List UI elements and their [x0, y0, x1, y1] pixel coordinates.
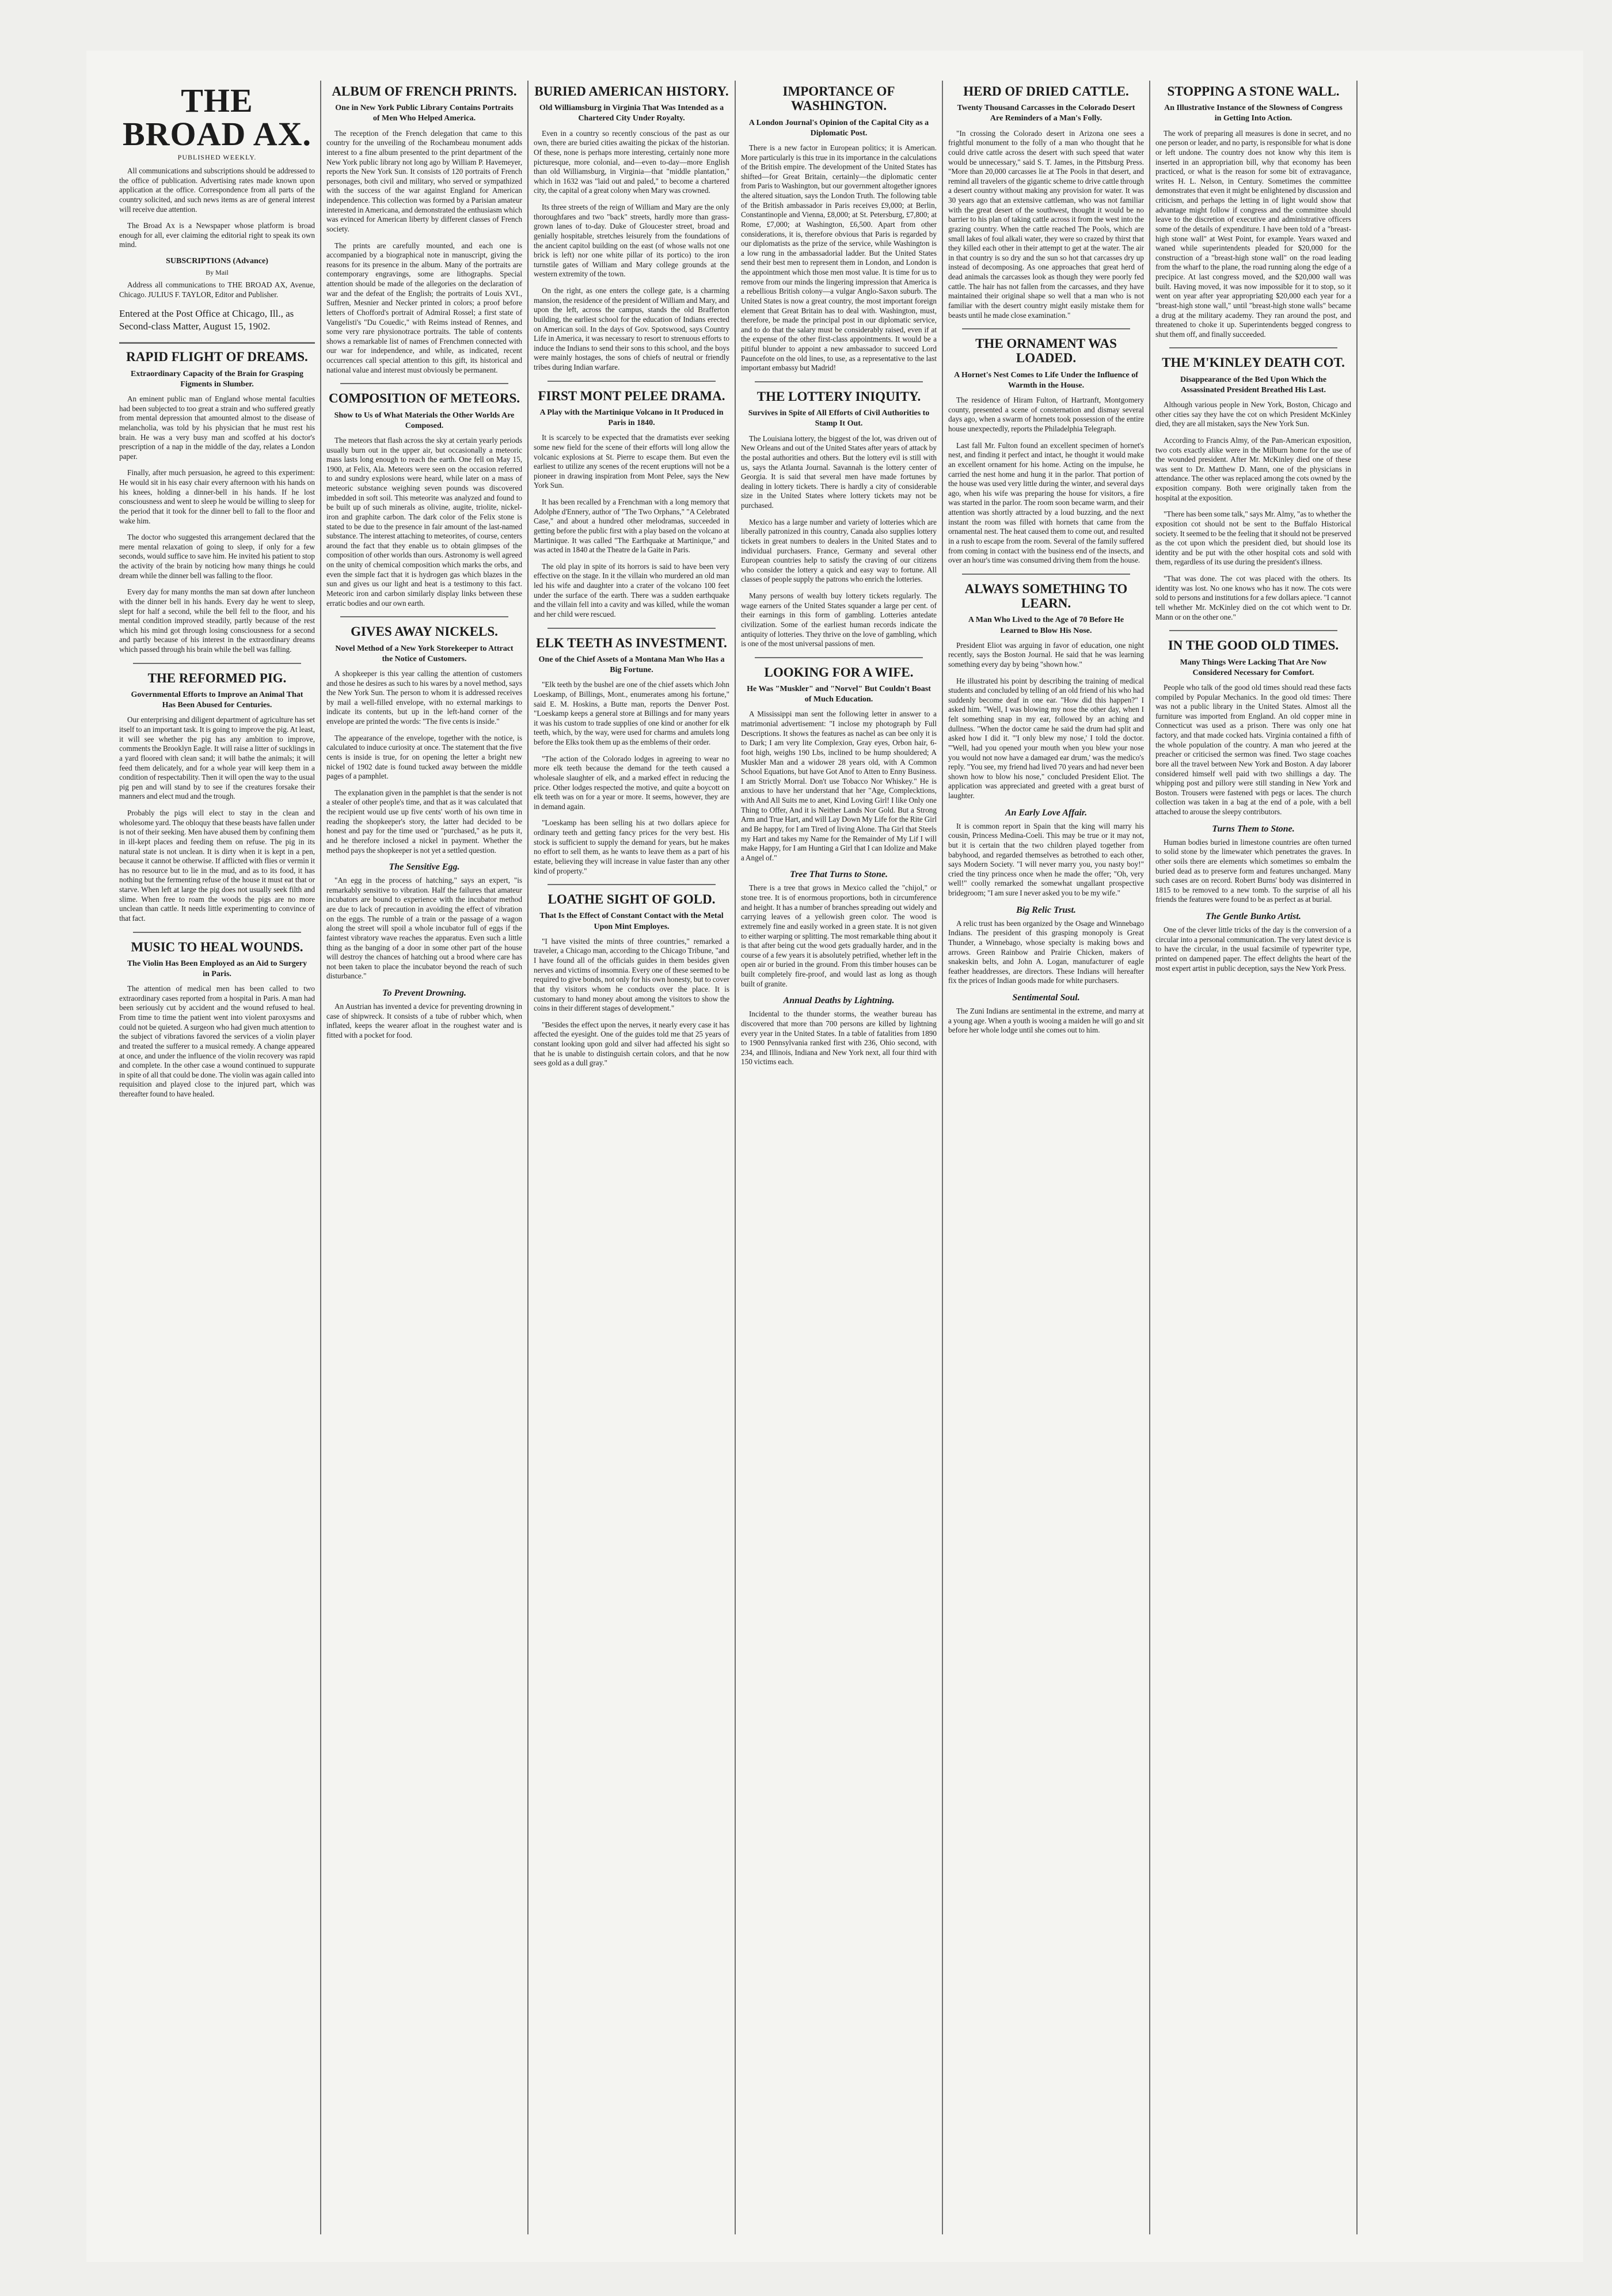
- headline-lottery: THE LOTTERY INIQUITY.: [756, 389, 921, 404]
- headline-cot: THE M'KINLEY DEATH COT.: [1162, 355, 1345, 370]
- headline-cattle: HERD OF DRIED CATTLE.: [963, 84, 1129, 98]
- column-rule: [755, 657, 923, 658]
- subhead-lightning: Annual Deaths by Lightning.: [783, 996, 895, 1006]
- deck-learn: A Man Who Lived to the Age of 70 Before He Learned to Blow His Nose.: [968, 616, 1124, 635]
- column-5: [943, 81, 1150, 2234]
- article-text: The attention of medical men has been called to two extraordinary cases reported from a hospital in Paris. A man had been seriously cut by accident and the wound refused to heal. From time to time the patient went into violent paroxysms and could not be quieted. A surgeon who had given much attention to the subject of vibrations favored the services of a violin player and treated the sufferer to a musical remedy. A change appeared at once, and under the influence of the violin recovery was rapid and complete. In the other case a wound continued to suppurate in spite of all that could be done. The violin was again called into requisition and played close to the injured part, which was thereafter found to have healed.: [119, 984, 315, 1099]
- article-text: Its three streets of the reign of William and Mary are the only thoroughfares and two "back" streets, hardly more than grass-grown lanes of to-day. Duke of Gloucester street, broad and genially hospitable, stretches leisurely from the foundations of the ancient capitol building on the east (of whose walls not one brick is left) nor one white pillar of its portico) to the iron turnstile gates of William and Mary college grounds at the western extremity of the town.: [534, 203, 729, 279]
- article-text: The old play in spite of its horrors is said to have been very effective on the stage. In it the villain who murdered an old man led his wife and daughter into a crater of the volcano 100 feet under the surface of the earth. There was a sudden earthquake and the villain fell into a cavity and was killed, while the woman and her child were rescued.: [534, 561, 729, 618]
- column-2: [321, 81, 529, 2234]
- deck-lottery: Survives in Spite of All Efforts of Civil Authorities to Stamp It Out.: [748, 409, 930, 428]
- deck-cattle: Twenty Thousand Carcasses in the Colorado Desert Are Reminders of a Man's Folly.: [957, 104, 1135, 123]
- column-rule: [133, 932, 301, 933]
- article-text: The meteors that flash across the sky at certain yearly periods usually burn out in the upper air, but occasionally a meteoric mass lasts long enough to reach the earth. One fell on May 15, 1900, at Felix, Ala. Meteors were seen on the occasion referred to and sundry explosions were heard, while later on a mass of meteoric substance weighing seven pounds was discovered imbedded in soft soil. This meteorite was analyzed and found to be built up of such minerals as olivine, augite, triolite, nickel-iron and graphite carbon. The dark color of the Felix stone is stated to be due to the presence in fair amount of the last-named substance. The interest attaching to meteorites, of course, centers around the fact that they enable us to obtain glimpses of the composition of other worlds than ours. Astronomy is well agreed on the unity of chemical composition which marks the orbs, and even the simple fact that it is hydrogen gas which blazes in the sun and gives us our light and heat is a testimony to this fact. Meteoric iron and carbon similarly display links between these erratic bodies and our own earth.: [326, 435, 522, 608]
- article-text: The work of preparing all measures is done in secret, and no one person or leader, and no party, is responsible for what is done or left undone. The country does not know why this item is inserted in an appropriation bill, why that economy has been practiced, or what is the reason for some bit of extravagance, writes H. L. Nelson, in Century. Sometimes the committee demonstrates that even it might be enlightened by discussion and criticism, and perhaps the letting in of light would show that advantage might follow if congress and the committee should leave to the discretion of executive and administrative officers some of the details of expenditure. I have been told of a "breast-high stone wall" at West Point, for example. Years waxed and waned while superintendents pleaded for $20,000 for the construction of a "breast-high stone wall" on the road leading from the wharf to the plane, the road running along the edge of a precipice. At last congress moved, and the $20,000 wall was built. Having moved, it was now impossible for it to stop, so it went on year after year appropriating $20,000 each year for a "breast-high stone wall," until "breast-high stone walls" became a drug at the military academy. They ran around the post, and threatened to choke it up. Superintendents begged congress to shut them off, and finally succeeded.: [1155, 128, 1351, 339]
- masthead-address: Address all communications to THE BROAD AX, Avenue, Chicago. JULIUS F. TAYLOR, Editor and Publisher.: [119, 280, 315, 299]
- column-rule: [119, 342, 315, 344]
- deck-meteors: Show to Us of What Materials the Other Worlds Are Composed.: [334, 411, 515, 430]
- article-text: Our enterprising and diligent department of agriculture has set itself to an important task. It is going to improve the pig. At least, it will see whether the pig has any ambition to improve, comments the Brooklyn Eagle. It will raise a litter of sucklings in a yard floored with clean sand; it will bathe the animals; it will feed them delicately, and for a whole year will keep them in a condition of respectability. Then it will open the way to the usual pig pen and will stand by to see if the creatures forsake their manners and elect mud and the trough.: [119, 715, 315, 801]
- article-text: Every day for many months the man sat down after luncheon with the dinner bell in his hands. Every day he went to sleep, slept for half a second, while the bell fell to the floor, and his mental condition improved steadily, partly because of the rest which his mind got through losing consciousness for a second and partly because of his interest in the extraordinary dreams which passed through his brain while the bell was falling.: [119, 587, 315, 654]
- deck-washington: A London Journal's Opinion of the Capital City as a Diplomatic Post.: [748, 118, 929, 138]
- article-text: A shopkeeper is this year calling the attention of customers and those he desires as such to his wares by a novel method, says the New York Sun. The person to whom it is addressed receives by mail a well-filled envelope, with no external markings to indicate its contents, but up in the left-hand corner of the envelope are printed the words: "The five cents is inside.": [326, 669, 522, 726]
- column-rule: [548, 884, 716, 885]
- headline-dreams: RAPID FLIGHT OF DREAMS.: [126, 350, 308, 365]
- headline-elk: ELK TEETH AS INVESTMENT.: [536, 635, 727, 650]
- headline-prints: ALBUM OF FRENCH PRINTS.: [332, 84, 517, 98]
- subhead-prevent-drowning: To Prevent Drowning.: [382, 988, 466, 999]
- article-text: Finally, after much persuasion, he agreed to this experiment: He would sit in his easy chair every afternoon with his hands on his knees, holding a dinner-bell in his hands. If he lost consciousness and went to sleep he would be willing to sleep for the period that it took for the dinner bell to fall to the floor and wake him.: [119, 468, 315, 525]
- deck-wife: He Was "Muskler" and "Norvel" But Couldn't Boast of Much Education.: [747, 685, 931, 704]
- article-text: He illustrated his point by describing the training of medical students and concluded by telling of an old friend of his who had suddenly become deaf in one ear. "How did this happen?" I asked him. "Well, I was blowing my nose the other day, when I felt something snap in my ear, followed by an aching and dullness. "When the doctor came he said the drum had split and asked how I did it. "'I only blew my nose,' I told the doctor. "'Well, had you opened your mouth when you blew your nose you would not now have a damaged ear drum,' was the medico's reply. "You see, my friend had lived 70 years and had never been shown how to blow his nose," concluded President Eliot. The application was appreciated and greeted with a great burst of laughter.: [948, 676, 1144, 800]
- article-text: A relic trust has been organized by the Osage and Winnebago Indians. The president of this grasping monopoly is Great Thunder, a Winnebago, whose specialty is making bows and arrows. Green Rainbow and Prairie Chicken, makers of snakeskin belts, and John A. Logan, manufacturer of eagle feather headdresses, are directors. These Indians will hereafter fix the prices of Indian goods made for white purchasers.: [948, 919, 1144, 985]
- article-text: It is common report in Spain that the king will marry his cousin, Princess Medina-Coeli. This may be true or it may not, but it is certain that the two children played together from babyhood, and regarded themselves as betrothed to each other, says Modern Society. "I will never marry you, you nasty boy!" cried the tiny princess once when he made the offer; "Oh, very well!" coolly remarked the somewhat ungallant prospective bridegroom; "I am sure I never asked you to be my wife.": [948, 821, 1144, 898]
- article-text: On the right, as one enters the college gate, is a charming mansion, the residence of the president of William and Mary, and upon the left, across the campus, stands the old Brafferton building, the earliest school for the education of Indians erected on American soil. In the days of Gov. Spotswood, says Country Life in America, it was necessary to resort to strenuous efforts to induce the Indians to send their sons to this school, and the boys were mainly hostages, the sons of chiefs of neutral or friendly tribes during Indian warfare.: [534, 286, 729, 372]
- masthead-entered: Entered at the Post Office at Chicago, Ill., as Second-class Matter, August 15, 1902.: [119, 308, 294, 332]
- article-text: People who talk of the good old times should read these facts compiled by Popular Mechanics. In the good old times: There was not a public library in the United States. Almost all the furniture was imported from England. An old copper mine in Connecticut was used as a prison. There was only one hat factory, and that made cocked hats. Virginia contained a fifth of the whole population of the country. A man who jeered at the preacher or criticised the sermon was fined. Two stage coaches bore all the travel between New York and Boston. A day laborer considered himself well paid with two shillings a day. The whipping post and pillory were still standing in New York and Boston. Trousers were fastened with pegs or laces. The church collection was taken in a bag at the end of a pole, with a bell attached to arouse the sleepy contributors.: [1155, 682, 1351, 817]
- deck-elk: One of the Chief Assets of a Montana Man Who Has a Big Fortune.: [538, 655, 725, 675]
- column-rule: [548, 628, 716, 629]
- article-text: President Eliot was arguing in favor of education, one night recently, says the Boston Journal. He said that he was learning something every day by being "shown how.": [948, 640, 1144, 669]
- article-text: Many persons of wealth buy lottery tickets regularly. The wage earners of the United States squander a large per cent. of their earnings in this form of gambling. Lotteries antedate civilization. Some of the earliest human records indicate the antiquity of lotteries. They thrive on the love of gambling, which is one of the most universal passions of men.: [741, 591, 937, 648]
- column-rule: [340, 616, 508, 617]
- article-text: According to Francis Almy, of the Pan-American exposition, two cots exactly alike were in the Milburn home for the use of the wounded president. After Mr. McKinley died one of these was sent to Dr. Matthew D. Mann, one of the physicians in attendance. The other was replaced among the cots owned by the exposition company. Both were originally taken from the hospital at the exposition.: [1155, 435, 1351, 502]
- subhead-love-affair: An Early Love Affair.: [1005, 807, 1088, 818]
- headline-wife: LOOKING FOR A WIFE.: [764, 665, 914, 680]
- article-text: The appearance of the envelope, together with the notice, is calculated to induce curiosity at once. The statement that the five cents is inside is true, for on opening the letter a bright new nickel of 1902 date is found tucked away between the middle pages of a pamphlet.: [326, 733, 522, 781]
- article-text: "I have visited the mints of three countries," remarked a traveler, a Chicago man, according to the Chicago Tribune, "and I have found all of the officials guides in them besides given nerves and victims of insomnia. Every one of these seemed to be required to give bonds, not only for his own honesty, but to cover that thy visitors whom he conducts over the place. It is customary to hand money about among the visitors to show the coins in their different stages of development.": [534, 936, 729, 1013]
- article-text: Incidental to the thunder storms, the weather bureau has discovered that more than 700 persons are killed by lightning every year in the United States. In a table of fatalities from 1890 to 1900 Pennsylvania ranked first with 236, Ohio second, with 234, and Illinois, Indiana and New York next, all four third with 150 victims each.: [741, 1010, 937, 1067]
- headline-pelee: FIRST MONT PELEE DRAMA.: [538, 388, 725, 403]
- masthead-title: THE BROAD AX.: [122, 82, 312, 153]
- deck-wall: An Illustrative Instance of the Slowness of Congress in Getting Into Action.: [1164, 104, 1343, 123]
- article-text: Probably the pigs will elect to stay in the clean and wholesome yard. The obloquy that these beasts have fallen under is not of their seeking. Men have abused them by confining them in ill-kept places and feeding them on refuse. The pig in its natural state is not unclean. It is dirty when it is kept in a pen, because it cannot be otherwise. If afflicted with flies or vermin it has no resource but to lie in the mud, and as to its food, it has nothing but the fermenting refuse of the house it must eat that or starve. When left at large the pig does not usually seek filth and slime. When free to roam the woods the pigs are no more unclean than cattle. It needs little experimenting to convince of that fact.: [119, 809, 315, 923]
- article-text: The prints are carefully mounted, and each one is accompanied by a biographical note in manuscript, giving the reasons for its presence in the album. Many of the portraits are contemporary engravings, some are lithographs. Special attention should be made of the allegories on the declaration of war and the defeat of the English; the portraits of Louis XVI., Suffren, Mesnier and Necker printed in colors; a proof before letters of Chofford's portrait of Admiral Rossel; a first state of Vangelisti's "Du Couedic," with Reims instead of Rennes, and some very rare physionotrace portraits. The table of contents shows a remarkable list of names of Frenchmen connected with our war for independence, and while, as indicated, recent occurrences call special attention to this gift, its historical and national value and interest must obviously be permanent.: [326, 241, 522, 374]
- article-text: The explanation given in the pamphlet is that the sender is not a stealer of other people's time, and that as it was calculated that the recipient would use up five cents' worth of his own time in reading the shopkeeper's story, the latter had decided to be honest and pay for the time used or "purchased," as he puts it, and he therefore inclosed a nickel in payment. Whether the method pays the shopkeeper is not yet a settled question.: [326, 788, 522, 855]
- headline-ornament: THE ORNAMENT WAS LOADED.: [975, 336, 1117, 366]
- newspaper-page: [86, 51, 1583, 2262]
- article-text: One of the clever little tricks of the day is the conversion of a circular into a personal communication. The very latest device is to have the circular, in the usual facsimile of typewriter type, printed on dampened paper. The effect delights the heart of the most expert artist in public deception, says the New York Press.: [1155, 925, 1351, 973]
- deck-nickels: Novel Method of a New York Storekeeper to Attract the Notice of Customers.: [335, 644, 514, 663]
- masthead-terms: SUBSCRIPTIONS (Advance): [166, 257, 268, 265]
- article-text: "An egg in the process of hatching," says an expert, "is remarkably sensitive to vibration. Half the failures that amateur incubators are bound to experience with the incubator method are due to lack of precaution in avoiding the effect of vibration on the eggs. The rumble of a train or the passage of a wagon along the street will spoil a whole incubator full of eggs if the faintest vibratory wave reaches the apparatus. Even such a little thing as the banging of a door in some other part of the house will destroy the chances of hatching out a brood where care has not been taken to place the incubator beyond the reach of such disturbance.": [326, 876, 522, 981]
- column-rule: [1169, 347, 1337, 348]
- headline-pig: THE REFORMED PIG.: [147, 670, 287, 685]
- column-rule: [755, 381, 923, 382]
- deck-dreams: Extraordinary Capacity of the Brain for Grasping Figments in Slumber.: [131, 369, 303, 389]
- headline-nickels: GIVES AWAY NICKELS.: [351, 624, 498, 639]
- article-text: "That was done. The cot was placed with the others. Its identity was lost. No one knows who has it now. The cots were sold to persons and institutions for a few dollars apiece. "I cannot tell whether Mr. McKinley died on the cot which went to Dr. Mann or on the other one.": [1155, 574, 1351, 621]
- article-text: "Elk teeth by the bushel are one of the chief assets which John Loeskamp, of Billings, Mont., enumerates among his fortune," said E. M. Hoskins, a Butte man, reports the Denver Post. "Loeskamp keeps a general store at Billings and for many years it was his custom to trade supplies of one kind or another for elk teeth, which, by the way, were used for charms and amulets long before the Elks took them up as the emblems of their order.: [534, 680, 729, 747]
- column-3: [529, 81, 736, 2234]
- deck-ornament: A Hornet's Nest Comes to Life Under the Influence of Warmth in the House.: [954, 370, 1138, 390]
- article-text: Last fall Mr. Fulton found an excellent specimen of hornet's nest, and finding it perfect and intact, he thought it would make an excellent ornament for his home. Acting on the impulse, he carried the nest home and hung it in the parlor. That portion of the house was used very little during the winter, and several days ago, when his wife was preparing the house for visitors, a fire was started in the parlor. The room soon became warm, and their attention was shortly attracted by a loud buzzing, and the next instant the room was filled with hornets that came from the ornamental nest. The heat caused them to come out, and resulted in a rush to escape from the room. Several of the family suffered from coming in contact with the business end of the insects, and over an hour's time was consumed driving them from the house.: [948, 441, 1144, 565]
- masthead-notice: All communications and subscriptions should be addressed to the office of publication. Advertising rates made known upon application at the office. Correspondence from all parts of the country solicited, and such news items as are of general interest will receive due attention.: [119, 166, 315, 214]
- subhead-tree-stone: Tree That Turns to Stone.: [790, 870, 888, 880]
- article-text: The reception of the French delegation that came to this country for the unveiling of the Rochambeau monument adds interest to a fine album presented to the print department of the New York public library not long ago by William P. Havemeyer, reports the New York Sun. It consists of 120 portraits of French personages, both civil and military, who served or sympathized with the success of the war against England for American independence. This collection was formed by a Parisian amateur interested in Americana, and demonstrated the enthusiasm which was evinced for American liberty by different classes of French society.: [326, 128, 522, 233]
- article-text: "The action of the Colorado lodges in agreeing to wear no more elk teeth because the demand for the teeth caused a wholesale slaughter of elk, and a marked effect in reducing the price. Other lodges respected the motive, and quite a boycott on elk teeth was on for a year or more. It seems, however, they are in demand again.: [534, 754, 729, 811]
- article-text: Mexico has a large number and variety of lotteries which are liberally patronized in this country, Canada also supplies lottery tickets in great numbers to dealers in the United States and to individual purchasers. France, Germany and several other European countries help to satisfy the craving of our citizens who consider the lottery a quick and easy way to fortune. All classes of people supply the patrons who enrich the lotteries.: [741, 517, 937, 584]
- article-text: The doctor who suggested this arrangement declared that the mere mental relaxation of going to sleep, if only for a few seconds, would suffice to save him. He invited his patient to stop the activity of the brain by noticing how many things he could dream while the dinner bell was falling to the floor.: [119, 533, 315, 580]
- subhead-sensitive-egg: The Sensitive Egg.: [389, 862, 460, 872]
- article-text: The Louisiana lottery, the biggest of the lot, was driven out of New Orleans and out of the United States after years of attack by the postal authorities and others. But the lottery evil is still with us, says the Atlanta Journal. Savannah is the lottery center of Georgia. It is said that several men have made fortunes by dealing in lottery tickets. There is hardly a city of considerable size in the United States where lottery tickets may not be purchased.: [741, 434, 937, 510]
- article-text: "In crossing the Colorado desert in Arizona one sees a frightful monument to the folly of a man who thought that he could drive cattle across the desert with such speed that water would be unnecessary," said S. T. James, in the Pittsburg Press. "More than 20,000 carcasses lie at The Pools in that desert, and remind all travelers of the gigantic scheme to drive cattle through a desert country without making any provision for water. It was 30 years ago that an extensive cattleman, who was not familiar with the great desert of the southwest, thought it would be no barrier to his plan of taking cattle across it from the west into the grazing country. When the cattle reached The Pools, which are small lakes of foul alkali water, they were so crazed by thirst that they killed each other in their attempt to get at the water. The air in that country is so dry and the sun so hot that carcasses dry up instead of decomposing. As one approaches that great herd of dead animals the carcasses look as though they were poorly fed cattle. The hair has not fallen from the carcasses, and they have maintained their original shape so well that a man who is not familiar with the desert country might easily mistake them for beasts until he made close examination.": [948, 128, 1144, 320]
- deck-gold: That Is the Effect of Constant Contact with the Metal Upon Mint Employes.: [539, 912, 724, 931]
- article-text: "Besides the effect upon the nerves, it nearly every case it has affected the eyesight. One of the guides told me that 25 years of constant looking upon gold and silver had affected his sight so that he is unable to distinguish certain colors, and that he now sees gold as a dull gray.": [534, 1020, 729, 1068]
- column-rule: [133, 663, 301, 664]
- article-text: An Austrian has invented a device for preventing drowning in case of shipwreck. It consists of a tube of rubber which, when inflated, keeps the wearer afloat in the roughest water and is fitted with a pocket for food.: [326, 1002, 522, 1039]
- article-text: An eminent public man of England whose mental faculties had been subjected to too great a strain and who suffered greatly from mental depression that amounted almost to the disease of melancholia, was told by his physician that he must rest his brain. He was a very busy man and scoffed at his doctor's prescription of a nap in the middle of the day, relates a London paper.: [119, 394, 315, 461]
- article-text: It has been recalled by a Frenchman with a long memory that Adolphe d'Ennery, author of "The Two Orphans," "A Celebrated Case," and about a hundred other melodramas, succeeded in getting before the public first with a play based on the volcano at Martinique. It was called "The Earthquake at Martinique," and was acted in 1840 at the Theatre de la Gaite in Paris.: [534, 498, 729, 555]
- masthead-subtitle: PUBLISHED WEEKLY.: [177, 153, 257, 161]
- article-text: Although various people in New York, Boston, Chicago and other cities say they have the cot on which President McKinley died, they are all mistaken, says the New York Sun.: [1155, 400, 1351, 428]
- deck-cot: Disappearance of the Bed Upon Which the Assassinated President Breathed His Last.: [1180, 375, 1327, 394]
- article-text: The Zuni Indians are sentimental in the extreme, and marry at a young age. When a youth is wooing a maiden he will go and sit before her whole lodge until she comes out to him.: [948, 1007, 1144, 1035]
- column-7-margin: [1358, 81, 1565, 2234]
- article-text: Even in a country so recently conscious of the past as our own, there are buried cities awaiting the pickax of the historian. Of these, none is perhaps more interesting, certainly none more picturesque, more colonial, and—even to-day—more English than old Williamsburg, in Virginia—that "middle plantation," which in 1632 was "laid out and paled," to become a chartered city, the capital of a great colony when Mary was crowned.: [534, 128, 729, 195]
- article-text: It is scarcely to be expected that the dramatists ever seeking some new field for the scene of their efforts will long allow the volcanic explosions at St. Pierre to escape them. But even the earliest to utilize any scenes of the recent eruptions will not be a pioneer in drawing inspiration from Mont Pelee, says the New York Sun.: [534, 433, 729, 490]
- headline-history: BURIED AMERICAN HISTORY.: [534, 84, 729, 98]
- article-text: A Mississippi man sent the following letter in answer to a matrimonial advertisement: "I inclose my photograph by Full Descriptions. It shows the features as nachel as can bee only it is to Dark; I am very lite Complexion, Gray eyes, Orbon hair, 6-foot high, weighs 190 Lbs, inclined to be hump shouldered; A Muskler Man and a widower 28 years old, with A Common School Equations, but have Got Anof to Atten to Enny Business. I am Strictly Morral. Don't use Tobacco Nor Whiskey." He is anxious to have her understand that her "Age, Complecktions, with And All Suits me to anet, Kind Loving Girl! I like Only one Thing to Offer, And it is Neither Lands Nor Gold. But a Strong Arm and True Hart, and will Lay Down My Life for the Rite Girl and Be happy, for I am Tired of living Alone. Tha Girl that Steels my Hart and takes my Name for the Remainder of My Lif I will make Happy, for I am Hunting a Girl that I can Idolize and Make a Angel of.": [741, 709, 937, 862]
- subhead-relic-trust: Big Relic Trust.: [1016, 905, 1076, 915]
- deck-history: Old Williamsburg in Virginia That Was Intended as a Chartered City Under Royalty.: [539, 104, 724, 123]
- subhead-turns-to-stone: Turns Them to Stone.: [1212, 823, 1295, 834]
- headline-washington: IMPORTANCE OF WASHINGTON.: [782, 84, 895, 113]
- deck-prints: One in New York Public Library Contains Portraits of Men Who Helped America.: [335, 104, 514, 123]
- column-rule: [962, 328, 1130, 329]
- column-1: [114, 81, 321, 2234]
- headline-music: MUSIC TO HEAL WOUNDS.: [131, 939, 303, 954]
- column-rule: [548, 381, 716, 382]
- article-text: "Loeskamp has been selling his at two dollars apiece for ordinary teeth and getting fancy prices for the very best. His stock is sufficient to supply the demand for years, but he makes no effort to sell them, as he wants to leave them as a part of his estate, believing they will increase in value faster than any other kind of property.": [534, 818, 729, 875]
- masthead-rates: By Mail: [206, 268, 229, 276]
- column-rule: [340, 383, 508, 384]
- deck-times: Many Things Were Lacking That Are Now Considered Necessary for Comfort.: [1180, 658, 1327, 677]
- column-4: [736, 81, 943, 2234]
- article-text: There is a tree that grows in Mexico called the "chijol," or stone tree. It is of enormous proportions, both in circumference and height. It has a number of branches spreading out widely and carrying leaves of a yellowish green color. The wood is extremely fine and easily worked in a green state. It is not given to either warping or splitting. The most remarkable thing about it is that after being cut the wood gets gradually harder, and in the course of a few years it is absolutely petrified, whether left in the open air or buried in the ground. From this timber houses can be built completely fire-proof, and would last as long as though built of granite.: [741, 883, 937, 988]
- article-text: There is a new factor in European politics; it is American. More particularly is this true in its importance in the calculations of the British empire. The development of the United States has shifted—for Great Britain, certainly—the diplomatic center from Paris to Washington, but our government altogether ignores the altered situation, says the London Truth. The following table of the British ambassador in Paris receives £9,000; at Berlin, Constantinople and Vienna, £8,000; at St. Petersburg, £7,800; at Rome, £7,000; at Washington, £6,500. Apart from other considerations, it is, therefore obvious that Paris is regarded by our diplomatists as the prize of the service, while Washington is a low rung in the ambassadorial ladder. But the United States send their best men to represent them in London, and London is the appointment which those men most value. It is time for us to remove from our minds the lingering impression that America is a rebellious British colony—a vulgar Anglo-Saxon suburb. The United States is now a great country, the most important foreign element that Great Britain has to deal with. Washington, must, therefore, be made the principal post in our diplomatic service, and to do that the salary must be considerably raised, even if at the expense of the other first-class appointments. It would be a pitiful blunder to appoint a new ambassador to succeed Lord Pauncefote on the old lines, to use, as a representative to the last important embassy but Madrid!: [741, 143, 937, 373]
- subhead-bunko-artist: The Gentle Bunko Artist.: [1206, 912, 1301, 922]
- article-text: The residence of Hiram Fulton, of Hartranft, Montgomery county, presented a scene of consternation and dismay several days ago, when a swarm of hornets took possession of the entire house unexpectedly, reports the Philadelphia Telegraph.: [948, 396, 1144, 434]
- deck-music: The Violin Has Been Employed as an Aid to Surgery in Paris.: [127, 959, 307, 979]
- column-rule: [1169, 630, 1337, 631]
- headline-learn: ALWAYS SOMETHING TO LEARN.: [964, 581, 1128, 611]
- headline-wall: STOPPING A STONE WALL.: [1167, 84, 1340, 98]
- column-6: [1150, 81, 1358, 2234]
- headline-meteors: COMPOSITION OF METEORS.: [328, 391, 520, 406]
- deck-pig: Governmental Efforts to Improve an Animal That Has Been Abused for Centuries.: [131, 690, 303, 710]
- article-text: "There has been some talk," says Mr. Almy, "as to whether the exposition cot should not be sent to the Buffalo Historical society. It seemed to be the feeling that it should not be preserved as the cot upon which the president died, but should lose its identity and be put with the other hospital cots and sold with them, regardless of its use during the president's illness.: [1155, 510, 1351, 567]
- subhead-sentimental: Sentimental Soul.: [1012, 993, 1080, 1003]
- column-rule: [962, 574, 1130, 575]
- masthead-notice-2: The Broad Ax is a Newspaper whose platform is broad enough for all, ever claiming the editorial right to speak its own mind.: [119, 221, 315, 249]
- deck-pelee: A Play with the Martinique Volcano in It Produced in Paris in 1840.: [539, 408, 724, 428]
- article-text: Human bodies buried in limestone countries are often turned to solid stone by the limewater which penetrates the graves. In other soils there are elements which sometimes so embalm the buried dead as to preserve form and features unchanged. Many such cases are on record. Robert Burns' body was disinterred in 1815 to be removed to a new tomb. To the surprise of all his friends the features were found to be as perfect as at burial.: [1155, 837, 1351, 904]
- headline-times: IN THE GOOD OLD TIMES.: [1168, 638, 1339, 653]
- headline-gold: LOATHE SIGHT OF GOLD.: [548, 892, 716, 907]
